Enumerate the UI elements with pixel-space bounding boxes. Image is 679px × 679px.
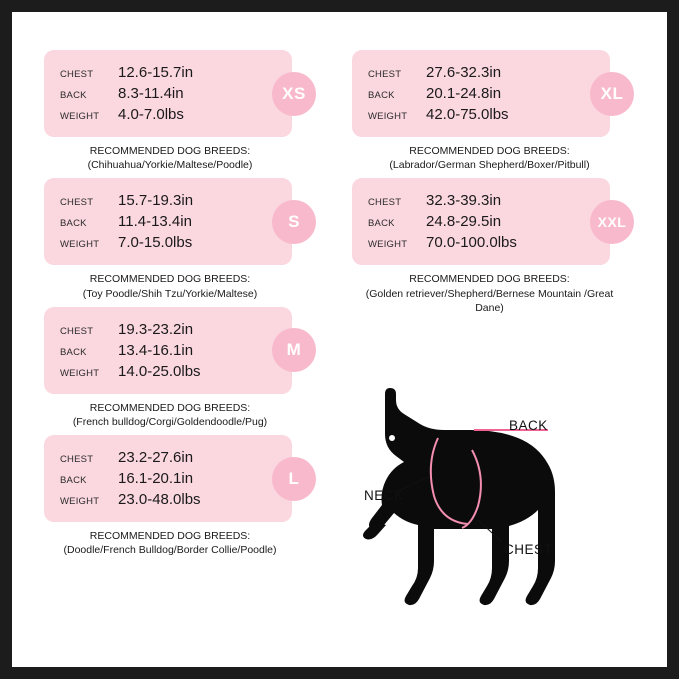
breeds-title: RECOMMENDED DOG BREEDS: bbox=[89, 145, 251, 157]
measurement-row bbox=[368, 83, 596, 104]
measurement-row bbox=[368, 62, 596, 83]
diagram-label-back: BACK bbox=[509, 418, 548, 433]
dog-measurement-diagram bbox=[352, 372, 652, 642]
size-block-xs bbox=[44, 50, 324, 172]
breeds-title: RECOMMENDED DOG BREEDS: bbox=[89, 401, 251, 414]
measurement-label: WEIGHT bbox=[60, 496, 100, 508]
measurement-value: 23.0-48.0lbs bbox=[118, 491, 201, 509]
measurement-row bbox=[60, 211, 278, 232]
measurement-row bbox=[60, 232, 278, 253]
diagram-label-neck: NECK bbox=[364, 488, 404, 503]
measurement-value: 14.0-25.0lbs bbox=[118, 362, 201, 380]
measurement-value: 11.4-13.4in bbox=[118, 213, 192, 231]
measurement-value: 16.1-20.1in bbox=[118, 470, 194, 488]
size-badge-m: M bbox=[272, 328, 316, 372]
breeds-list: (Golden retriever/Shepherd/Bernese Mountain /Great Dane) bbox=[365, 287, 614, 314]
size-badge-xs: XS bbox=[272, 72, 316, 116]
measurement-row bbox=[60, 468, 278, 489]
measurement-label: WEIGHT bbox=[60, 239, 100, 251]
breeds-list: (Chihuahua/Yorkie/Maltese/Poodle) bbox=[87, 159, 253, 172]
measurement-label: CHEST bbox=[368, 69, 402, 80]
measurement-label: BACK bbox=[368, 218, 395, 230]
breeds-title: RECOMMENDED DOG BREEDS: bbox=[89, 273, 251, 286]
measurement-value: 12.6-15.7in bbox=[118, 64, 194, 81]
measurement-value: 32.3-39.3in bbox=[426, 192, 502, 210]
measurement-card bbox=[352, 50, 624, 137]
measurement-label: CHEST bbox=[60, 325, 94, 337]
measurement-row bbox=[368, 104, 596, 125]
recommended-breeds bbox=[352, 272, 627, 315]
measurement-row bbox=[60, 62, 278, 83]
measurement-value: 70.0-100.0lbs bbox=[426, 234, 517, 252]
recommended-breeds bbox=[44, 144, 296, 172]
measurement-value: 27.6-32.3in bbox=[426, 64, 502, 81]
breeds-title: RECOMMENDED DOG BREEDS: bbox=[409, 145, 570, 157]
size-block-s bbox=[44, 178, 324, 300]
dog-silhouette-icon bbox=[352, 372, 652, 642]
size-badge-s: S bbox=[272, 200, 316, 244]
measurement-label: BACK bbox=[60, 475, 87, 487]
measurement-value: 8.3-11.4in bbox=[118, 85, 184, 102]
measurement-value: 7.0-15.0lbs bbox=[118, 234, 193, 252]
measurement-value: 15.7-19.3in bbox=[118, 192, 194, 210]
measurement-row bbox=[368, 211, 596, 232]
measurement-label: WEIGHT bbox=[368, 111, 408, 122]
measurement-label: CHEST bbox=[60, 454, 94, 466]
measurement-value: 13.4-16.1in bbox=[118, 341, 194, 359]
breeds-list: (Doodle/French Bulldog/Border Collie/Poodle) bbox=[63, 544, 277, 557]
measurement-row bbox=[60, 104, 278, 125]
size-block-l bbox=[44, 435, 324, 557]
measurement-row bbox=[368, 190, 596, 211]
measurement-value: 19.3-23.2in bbox=[118, 320, 194, 338]
size-block-xxl bbox=[352, 178, 642, 315]
measurement-card bbox=[44, 178, 300, 265]
diagram-label-chest: CHEST bbox=[504, 542, 553, 557]
measurement-label: CHEST bbox=[368, 197, 402, 209]
measurement-label: BACK bbox=[60, 218, 87, 230]
measurement-label: WEIGHT bbox=[60, 367, 100, 379]
breeds-list: (French bulldog/Corgi/Goldendoodle/Pug) bbox=[72, 415, 268, 428]
breeds-list: (Labrador/German Shepherd/Boxer/Pitbull) bbox=[389, 159, 590, 172]
measurement-label: BACK bbox=[60, 90, 87, 101]
recommended-breeds bbox=[44, 401, 296, 429]
measurement-row bbox=[60, 319, 278, 340]
measurement-label: BACK bbox=[368, 90, 395, 101]
measurement-row bbox=[60, 190, 278, 211]
measurement-value: 4.0-7.0lbs bbox=[118, 106, 184, 123]
measurement-row bbox=[60, 447, 278, 468]
breeds-title: RECOMMENDED DOG BREEDS: bbox=[89, 530, 251, 543]
measurement-card bbox=[44, 435, 300, 522]
size-column-right bbox=[352, 50, 642, 321]
measurement-card bbox=[352, 178, 627, 265]
measurement-card bbox=[44, 307, 302, 394]
measurement-row bbox=[368, 232, 596, 253]
measurement-label: CHEST bbox=[60, 69, 94, 80]
measurement-value: 20.1-24.8in bbox=[426, 85, 502, 102]
size-block-m bbox=[44, 307, 324, 429]
size-badge-xxl: XXL bbox=[590, 200, 634, 244]
size-chart-card bbox=[12, 12, 667, 667]
recommended-breeds bbox=[352, 144, 627, 172]
breeds-title: RECOMMENDED DOG BREEDS: bbox=[409, 273, 570, 286]
measurement-value: 42.0-75.0lbs bbox=[426, 106, 509, 123]
breeds-list: (Toy Poodle/Shih Tzu/Yorkie/Maltese) bbox=[82, 287, 258, 300]
measurement-label: CHEST bbox=[60, 197, 94, 209]
measurement-row bbox=[60, 489, 278, 510]
measurement-label: BACK bbox=[60, 346, 87, 358]
measurement-label: WEIGHT bbox=[368, 239, 408, 251]
size-block-xl bbox=[352, 50, 642, 172]
measurement-row bbox=[60, 361, 278, 382]
measurement-value: 23.2-27.6in bbox=[118, 449, 194, 467]
measurement-row bbox=[60, 340, 278, 361]
measurement-value: 24.8-29.5in bbox=[426, 213, 502, 231]
recommended-breeds bbox=[44, 529, 296, 557]
size-badge-l: L bbox=[272, 457, 316, 501]
measurement-row bbox=[60, 83, 278, 104]
size-badge-xl: XL bbox=[590, 72, 634, 116]
recommended-breeds bbox=[44, 272, 296, 300]
size-column-left bbox=[44, 50, 324, 563]
measurement-label: WEIGHT bbox=[60, 111, 100, 122]
measurement-card bbox=[44, 50, 306, 137]
